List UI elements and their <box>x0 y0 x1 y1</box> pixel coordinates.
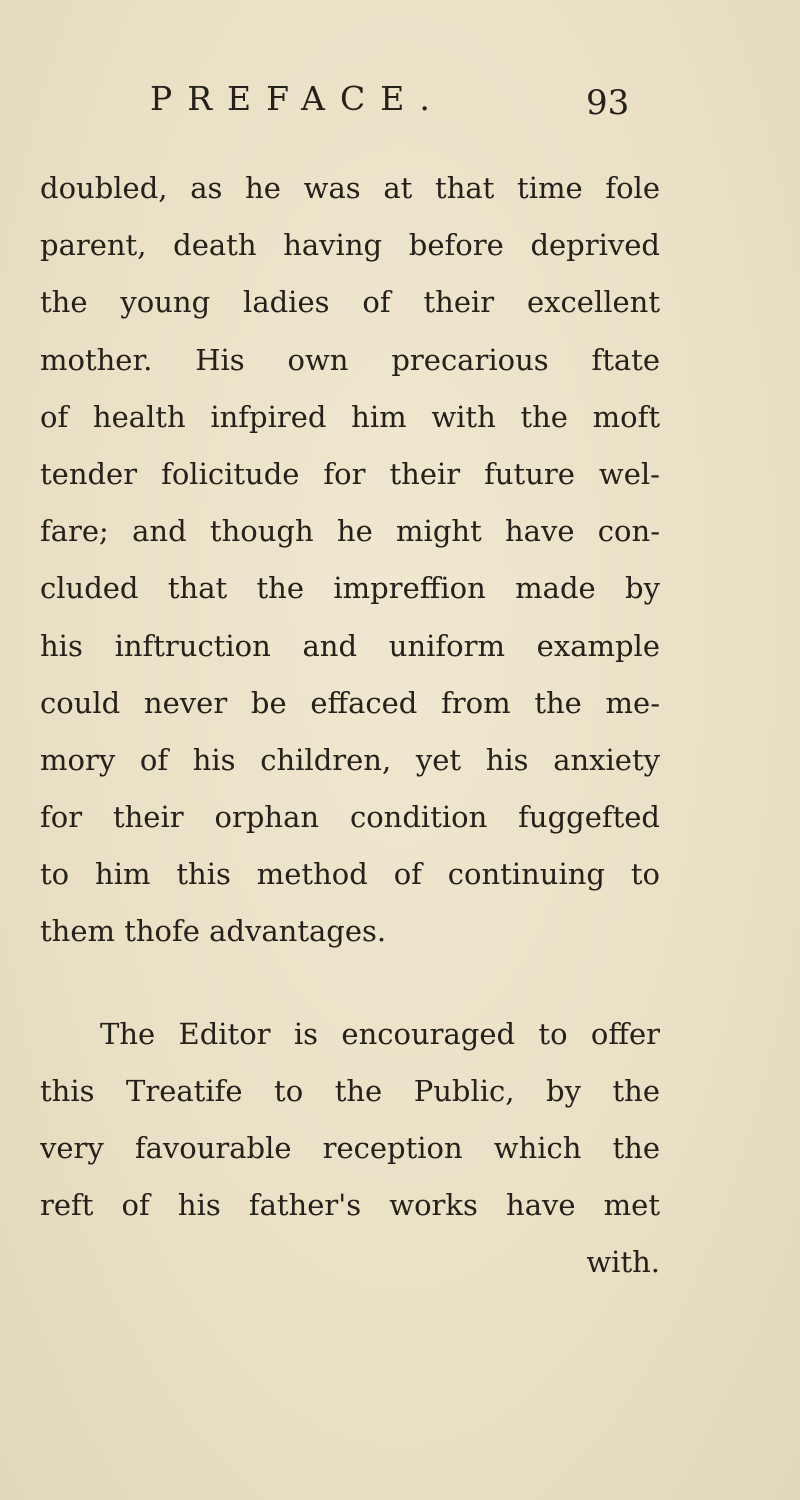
text-line: The Editor is encouraged to offer <box>100 1016 660 1051</box>
text-line: could never be effaced from the me- <box>40 685 660 720</box>
body-text <box>40 160 660 1292</box>
text-line: the young ladies of their excellent <box>40 285 660 320</box>
page-number: 93 <box>586 83 630 123</box>
paragraph-gap <box>40 961 660 1006</box>
text-line: very favourable reception which the <box>40 1131 660 1165</box>
text-line: mother. His own precarious ftate <box>40 342 660 377</box>
text-line: of health infpired him with the moft <box>40 399 660 434</box>
text-line: with. <box>586 1245 660 1280</box>
text-line: parent, death having before deprived <box>40 228 660 263</box>
text-line: his inftruction and uniform example <box>40 628 660 663</box>
text-line: mory of his children, yet his anxiety <box>40 742 660 777</box>
running-head: PREFACE. <box>150 79 445 118</box>
text-line: for their orphan condition fuggefted <box>40 800 660 835</box>
text-line: cluded that the impreffion made by <box>40 571 660 606</box>
text-line: this Treatife to the Public, by the <box>40 1073 660 1108</box>
paragraph-1 <box>40 160 660 961</box>
text-line: them thofe advantages. <box>40 914 387 949</box>
page-header <box>0 76 800 122</box>
text-line: doubled, as he was at that time fole <box>40 171 660 205</box>
text-line: tender folicitude for their future wel- <box>40 456 660 491</box>
text-line: to him this method of continuing to <box>40 857 660 892</box>
paragraph-2 <box>40 1006 660 1292</box>
text-line: fare; and though he might have con- <box>40 514 660 549</box>
text-line: reft of his father's works have met <box>40 1188 660 1223</box>
